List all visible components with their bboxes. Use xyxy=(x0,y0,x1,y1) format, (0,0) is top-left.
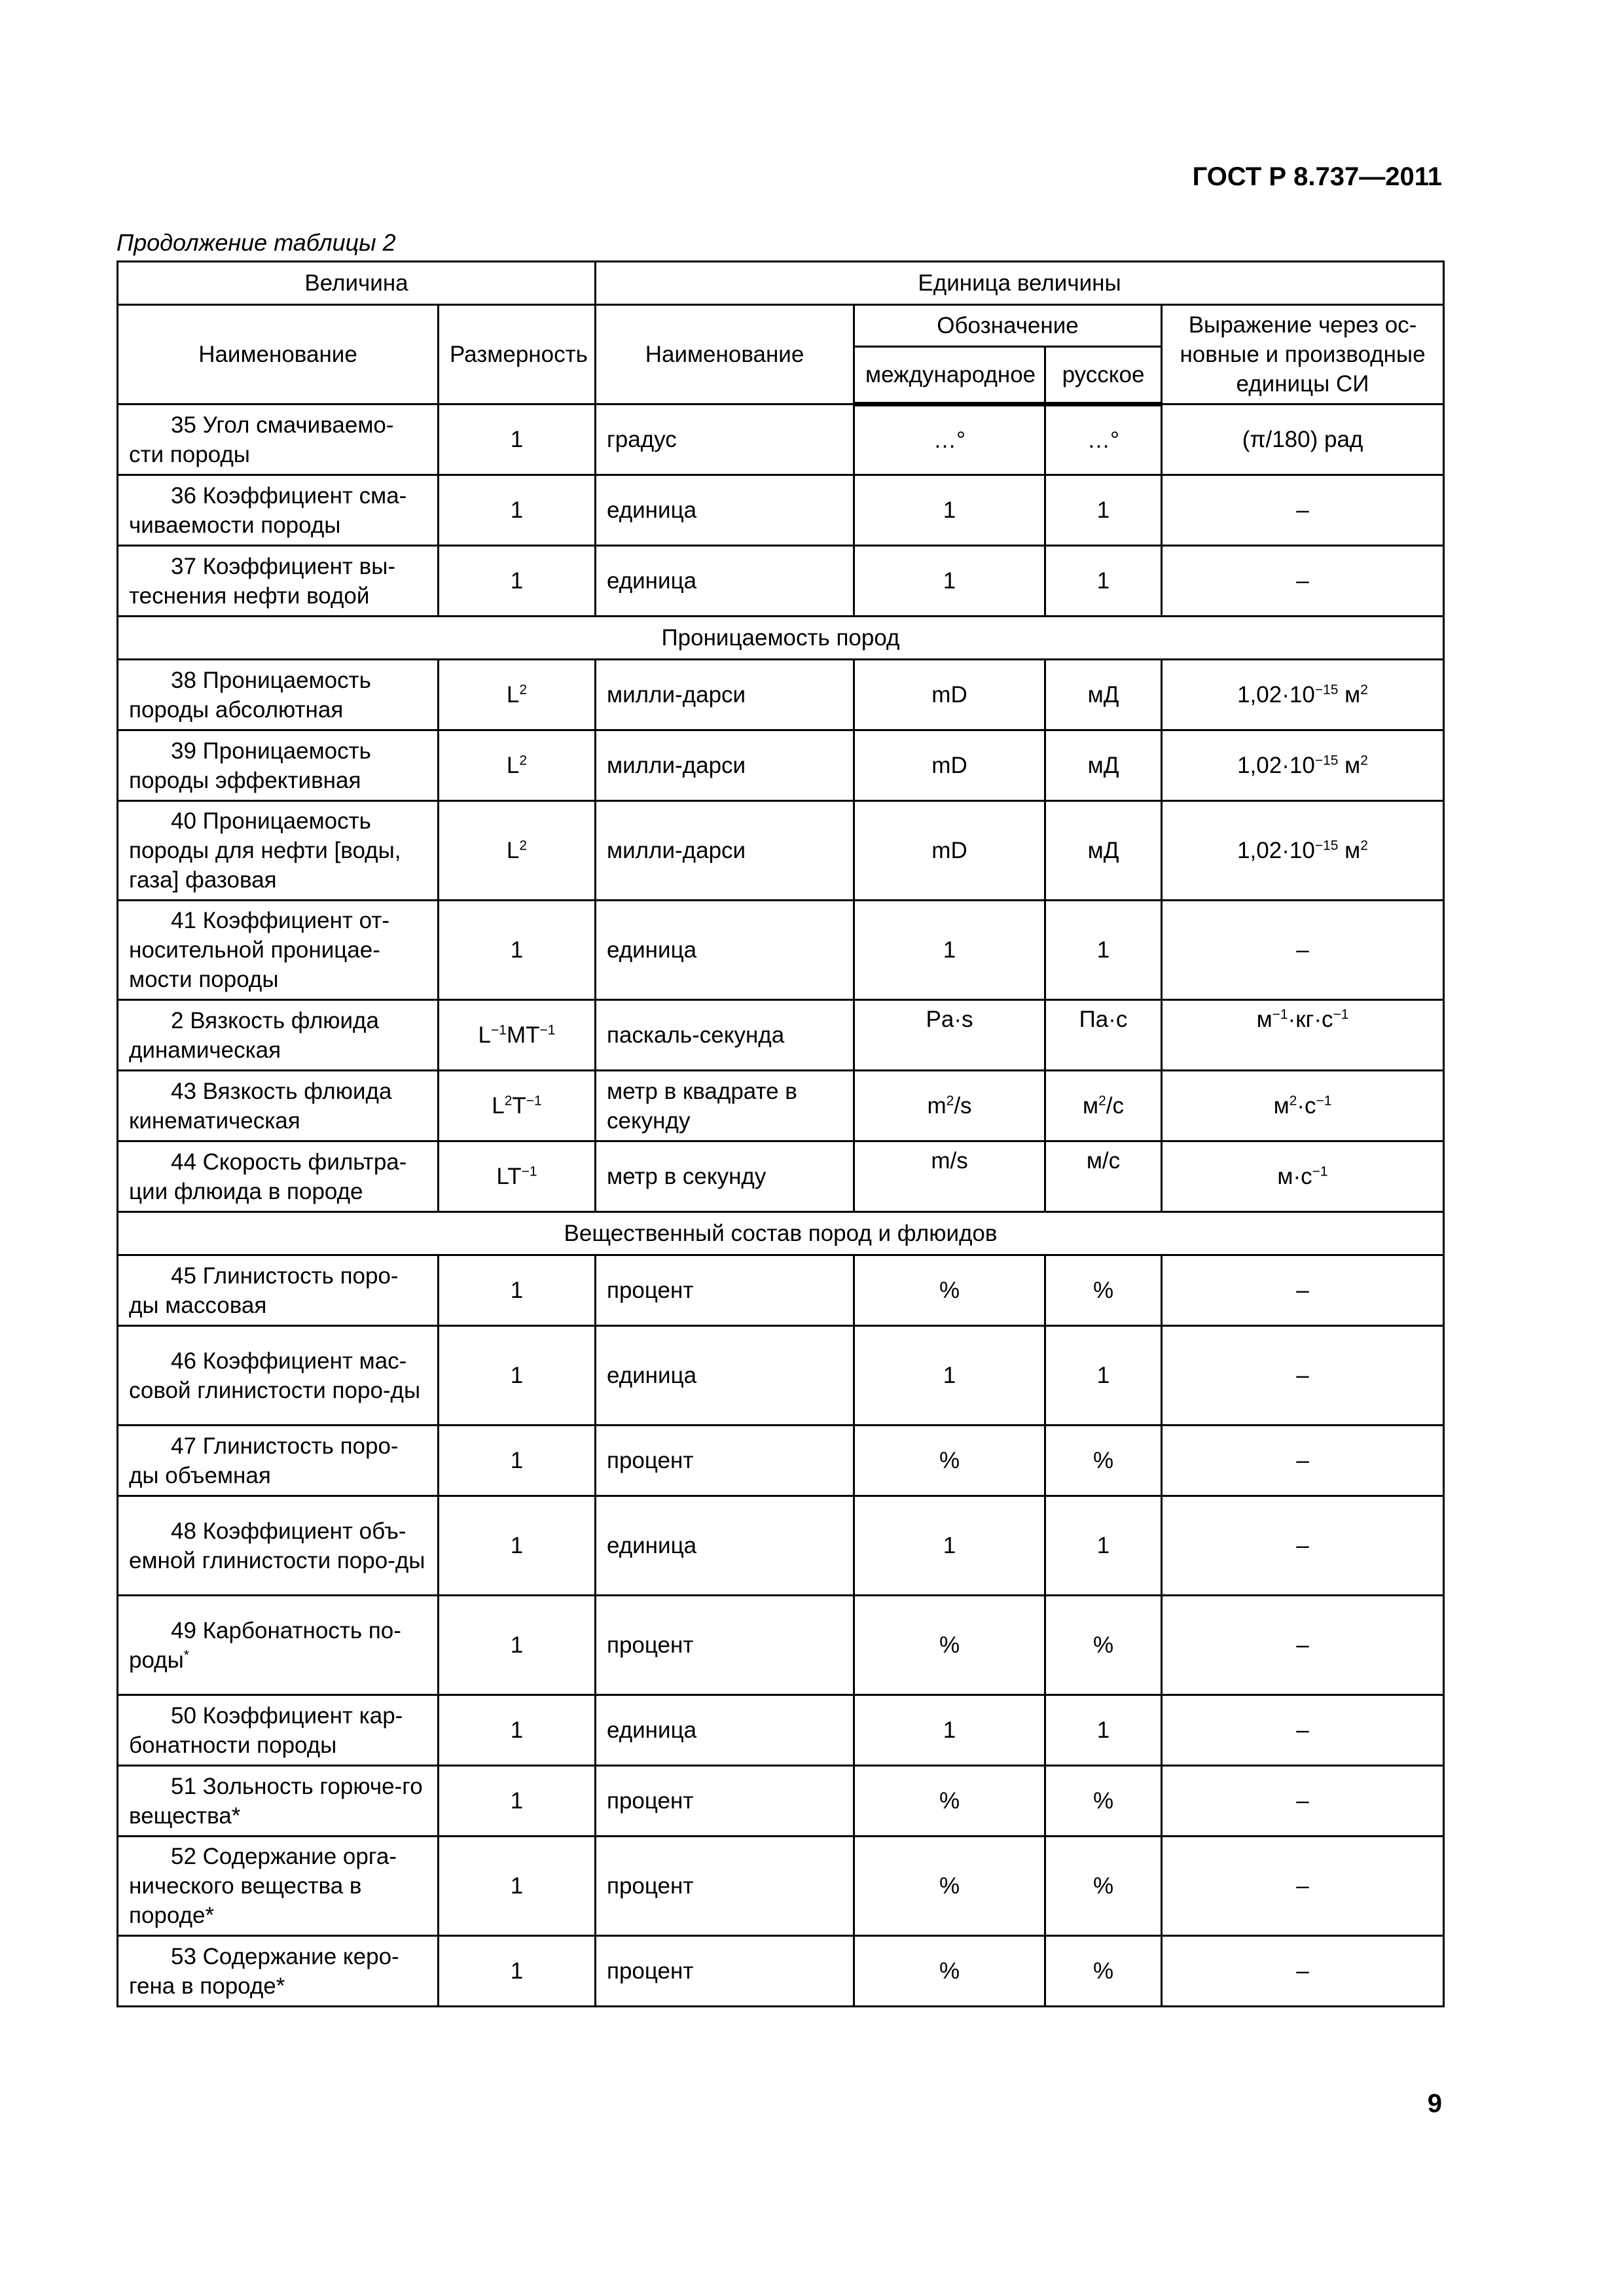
document-code: ГОСТ Р 8.737—2011 xyxy=(1192,162,1442,191)
dimension: 1 xyxy=(439,1496,596,1596)
quantity-name: 53 Содержание керо-гена в породе* xyxy=(118,1936,439,2007)
international-symbol: % xyxy=(854,1936,1045,2007)
russian-symbol: 1 xyxy=(1045,1496,1162,1596)
table-row xyxy=(118,730,1444,801)
unit-name: процент xyxy=(596,1936,854,2007)
header-name: Наименование xyxy=(118,305,439,404)
quantity-name: 38 Проницаемость породы абсолютная xyxy=(118,660,439,730)
table-row xyxy=(118,1426,1444,1496)
quantity-name: 43 Вязкость флюида кинематическая xyxy=(118,1071,439,1141)
quantity-name: 45 Глинистость поро-ды массовая xyxy=(118,1255,439,1326)
table-row xyxy=(118,660,1444,730)
dimension: $LT^{-1}$ xyxy=(439,1141,596,1212)
unit-name: единица xyxy=(596,1496,854,1596)
dimension: 1 xyxy=(439,1766,596,1837)
si-expression: – xyxy=(1162,901,1444,1000)
table-row xyxy=(118,1255,1444,1326)
international-symbol: % xyxy=(854,1255,1045,1326)
table-caption: Продолжение таблицы 2 xyxy=(117,229,396,256)
quantity-name: 2 Вязкость флюида динамическая xyxy=(118,1000,439,1071)
russian-symbol: % xyxy=(1045,1255,1162,1326)
unit-name: процент xyxy=(596,1766,854,1837)
russian-symbol: м/с xyxy=(1045,1141,1162,1212)
dimension: $L^2$ xyxy=(439,660,596,730)
unit-name: градус xyxy=(596,404,854,475)
international-symbol: mD xyxy=(854,660,1045,730)
si-expression: – xyxy=(1162,1936,1444,2007)
header-dimension: Размерность xyxy=(439,305,596,404)
header-russian: русское xyxy=(1045,347,1162,404)
dimension: 1 xyxy=(439,1326,596,1426)
unit-name: процент xyxy=(596,1837,854,1936)
dimension: 1 xyxy=(439,475,596,546)
international-symbol: 1 xyxy=(854,1326,1045,1426)
header-quantity: Величина xyxy=(118,262,596,305)
russian-symbol: % xyxy=(1045,1596,1162,1695)
quantity-name: 46 Коэффициент мас-совой глинистости поро-ды xyxy=(118,1326,439,1426)
header-international: международное xyxy=(854,347,1045,404)
quantity-name: 50 Коэффициент кар-бонатности породы xyxy=(118,1695,439,1766)
table-row xyxy=(118,1695,1444,1766)
si-expression: $1,02\cdot 10^{-15}$ $м^2$ xyxy=(1162,660,1444,730)
header-unit-name: Наименование xyxy=(596,305,854,404)
quantity-name: 52 Содержание орга-нического вещества в породе* xyxy=(118,1837,439,1936)
si-expression: – xyxy=(1162,475,1444,546)
dimension: 1 xyxy=(439,404,596,475)
unit-name: единица xyxy=(596,901,854,1000)
russian-symbol: …° xyxy=(1045,404,1162,475)
quantity-name: 36 Коэффициент сма-чиваемости породы xyxy=(118,475,439,546)
russian-symbol: 1 xyxy=(1045,475,1162,546)
unit-name: милли-дарси xyxy=(596,801,854,901)
si-expression: – xyxy=(1162,1766,1444,1837)
russian-symbol: 1 xyxy=(1045,1326,1162,1426)
table-row xyxy=(118,1000,1444,1071)
si-expression: (π/180) рад xyxy=(1162,404,1444,475)
russian-symbol: 1 xyxy=(1045,546,1162,617)
unit-name: единица xyxy=(596,1695,854,1766)
international-symbol: $m^2/s$ xyxy=(854,1071,1045,1141)
dimension: $L^2T^{-1}$ xyxy=(439,1071,596,1141)
dimension: $L^{-1}MT^{-1}$ xyxy=(439,1000,596,1071)
russian-symbol: % xyxy=(1045,1766,1162,1837)
dimension: 1 xyxy=(439,1695,596,1766)
table-row xyxy=(118,1766,1444,1837)
si-expression: $1,02\cdot 10^{-15}$ $м^2$ xyxy=(1162,801,1444,901)
si-expression: $м^2\cdot с^{-1}$ xyxy=(1162,1071,1444,1141)
international-symbol: mD xyxy=(854,730,1045,801)
table-header-row xyxy=(118,305,1444,347)
dimension: 1 xyxy=(439,901,596,1000)
quantity-name: 44 Скорость фильтра-ции флюида в породе xyxy=(118,1141,439,1212)
international-symbol: …° xyxy=(854,404,1045,475)
page-number: 9 xyxy=(1427,2089,1442,2118)
quantity-name: 37 Коэффициент вы-теснения нефти водой xyxy=(118,546,439,617)
header-expression: Выражение через ос-новные и производные единицы СИ xyxy=(1162,305,1444,404)
si-expression: – xyxy=(1162,1255,1444,1326)
table-row xyxy=(118,404,1444,475)
international-symbol: 1 xyxy=(854,546,1045,617)
quantity-name: 41 Коэффициент от-носительной проницае-мости породы xyxy=(118,901,439,1000)
international-symbol: mD xyxy=(854,801,1045,901)
table-row xyxy=(118,801,1444,901)
table-row xyxy=(118,546,1444,617)
table-row xyxy=(118,1936,1444,2007)
si-expression: – xyxy=(1162,1837,1444,1936)
si-expression: – xyxy=(1162,1326,1444,1426)
dimension: 1 xyxy=(439,1255,596,1326)
russian-symbol: мД xyxy=(1045,730,1162,801)
si-expression: $м^{-1}\cdot кг\cdot с^{-1}$ xyxy=(1162,1000,1444,1071)
international-symbol: m/s xyxy=(854,1141,1045,1212)
russian-symbol: Па·с xyxy=(1045,1000,1162,1071)
russian-symbol: % xyxy=(1045,1426,1162,1496)
russian-symbol: мД xyxy=(1045,801,1162,901)
table-header-row xyxy=(118,262,1444,305)
si-expression: – xyxy=(1162,1496,1444,1596)
table-row xyxy=(118,1837,1444,1936)
unit-name: милли-дарси xyxy=(596,660,854,730)
quantity-name: 40 Проницаемость породы для нефти [воды, газа] фазовая xyxy=(118,801,439,901)
dimension: 1 xyxy=(439,1596,596,1695)
header-unit: Единица величины xyxy=(596,262,1444,305)
unit-name: единица xyxy=(596,1326,854,1426)
unit-name: метр в секунду xyxy=(596,1141,854,1212)
international-symbol: % xyxy=(854,1596,1045,1695)
dimension: $L^2$ xyxy=(439,801,596,901)
table-row xyxy=(118,901,1444,1000)
si-expression: – xyxy=(1162,1426,1444,1496)
unit-name: процент xyxy=(596,1596,854,1695)
international-symbol: % xyxy=(854,1837,1045,1936)
section-title: Вещественный состав пород и флюидов xyxy=(118,1212,1444,1255)
unit-name: процент xyxy=(596,1426,854,1496)
table-row xyxy=(118,1141,1444,1212)
quantity-name: 39 Проницаемость породы эффективная xyxy=(118,730,439,801)
dimension: 1 xyxy=(439,1936,596,2007)
international-symbol: % xyxy=(854,1766,1045,1837)
russian-symbol: % xyxy=(1045,1936,1162,2007)
table-row xyxy=(118,1596,1444,1695)
dimension: 1 xyxy=(439,1837,596,1936)
russian-symbol: $м^2/с$ xyxy=(1045,1071,1162,1141)
section-row xyxy=(118,617,1444,660)
russian-symbol: 1 xyxy=(1045,1695,1162,1766)
section-title: Проницаемость пород xyxy=(118,617,1444,660)
quantity-name: 51 Зольность горюче-го вещества* xyxy=(118,1766,439,1837)
unit-name: процент xyxy=(596,1255,854,1326)
unit-name: паскаль-секунда xyxy=(596,1000,854,1071)
table-row xyxy=(118,1496,1444,1596)
si-expression: – xyxy=(1162,546,1444,617)
unit-name: единица xyxy=(596,546,854,617)
quantity-name: 35 Угол смачиваемо-сти породы xyxy=(118,404,439,475)
si-expression: $м\cdot с^{-1}$ xyxy=(1162,1141,1444,1212)
russian-symbol: 1 xyxy=(1045,901,1162,1000)
si-expression: – xyxy=(1162,1596,1444,1695)
table-row xyxy=(118,1071,1444,1141)
si-expression: – xyxy=(1162,1695,1444,1766)
header-designation: Обозначение xyxy=(854,305,1162,347)
russian-symbol: % xyxy=(1045,1837,1162,1936)
dimension: 1 xyxy=(439,1426,596,1496)
table-row xyxy=(118,475,1444,546)
dimension: 1 xyxy=(439,546,596,617)
unit-name: метр в квадрате в секунду xyxy=(596,1071,854,1141)
international-symbol: 1 xyxy=(854,475,1045,546)
quantity-name: 49 Карбонатность по-роды* xyxy=(118,1596,439,1695)
quantity-name: 48 Коэффициент объ-емной глинистости поро-ды xyxy=(118,1496,439,1596)
quantity-name: 47 Глинистость поро-ды объемная xyxy=(118,1426,439,1496)
russian-symbol: мД xyxy=(1045,660,1162,730)
international-symbol: Pa·s xyxy=(854,1000,1045,1071)
international-symbol: 1 xyxy=(854,1496,1045,1596)
units-table xyxy=(117,260,1445,2007)
international-symbol: 1 xyxy=(854,901,1045,1000)
si-expression: $1,02\cdot 10^{-15}$ $м^2$ xyxy=(1162,730,1444,801)
dimension: $L^2$ xyxy=(439,730,596,801)
unit-name: милли-дарси xyxy=(596,730,854,801)
international-symbol: 1 xyxy=(854,1695,1045,1766)
unit-name: единица xyxy=(596,475,854,546)
section-row xyxy=(118,1212,1444,1255)
table-row xyxy=(118,1326,1444,1426)
international-symbol: % xyxy=(854,1426,1045,1496)
